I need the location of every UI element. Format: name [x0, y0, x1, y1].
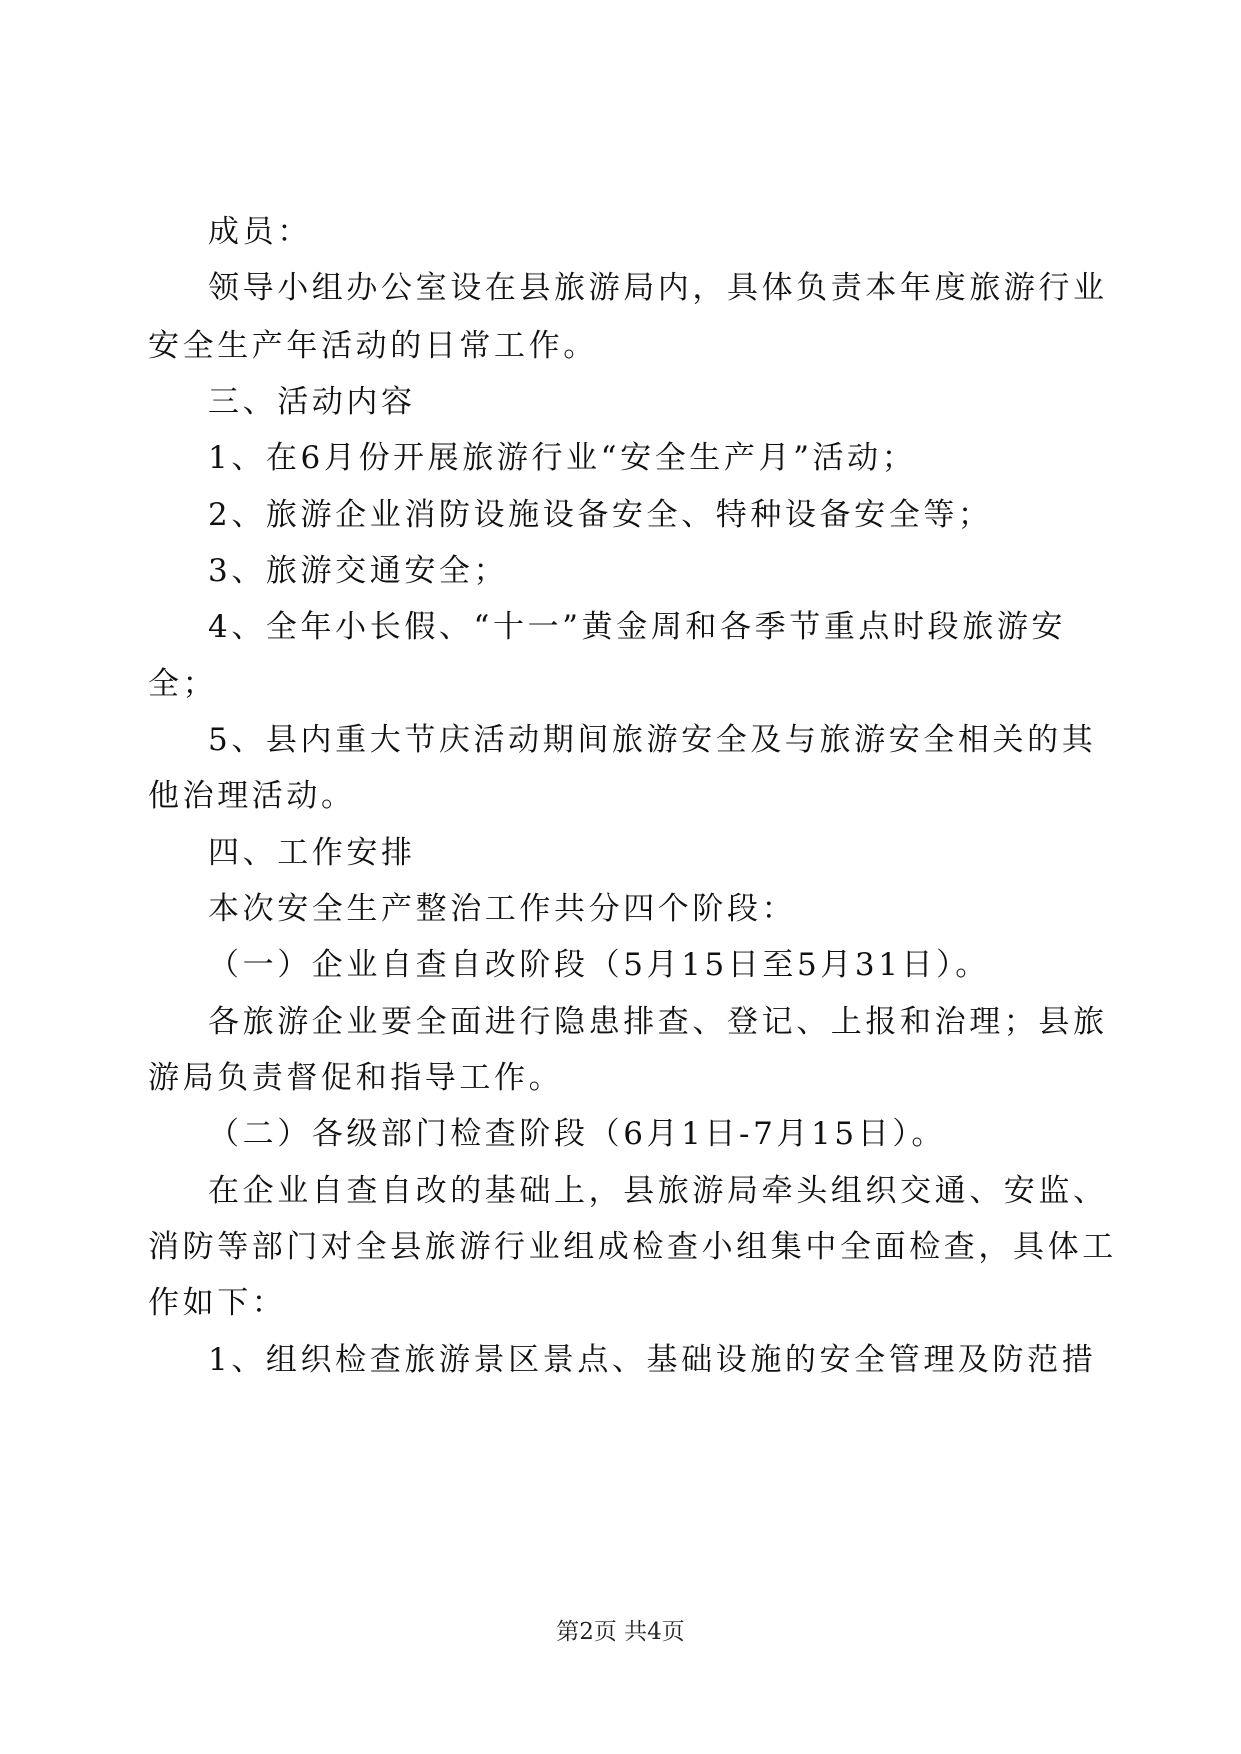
text-line: 安全生产年活动的日常工作。 [148, 328, 598, 364]
list-item: 3、旅游交通安全； [208, 553, 509, 589]
list-item: 4、全年小长假、“十一”黄金周和各季节重点时段旅游安 [208, 609, 1067, 645]
page-footer: 第2页 共4页 [556, 1619, 685, 1645]
subsection-heading: （一）企业自查自改阶段（5月15日至5月31日）。 [208, 947, 990, 983]
list-item-continuation: 他治理活动。 [148, 778, 356, 814]
text-line: 作如下： [148, 1285, 287, 1321]
text-line: 本次安全生产整治工作共分四个阶段： [208, 891, 797, 927]
text-line: 成员： [208, 214, 312, 250]
section-heading: 四、工作安排 [208, 835, 416, 871]
section-heading: 三、活动内容 [208, 384, 416, 420]
subsection-heading: （二）各级部门检查阶段（6月1日-7月15日）。 [208, 1116, 946, 1152]
text-line: 领导小组办公室设在县旅游局内，具体负责本年度旅游行业 [208, 270, 1108, 306]
list-item: 5、县内重大节庆活动期间旅游安全及与旅游安全相关的其 [208, 722, 1097, 758]
text-line: 各旅游企业要全面进行隐患排查、登记、上报和治理；县旅 [208, 1004, 1108, 1040]
text-line: 游局负责督促和指导工作。 [148, 1060, 564, 1096]
text-line: 消防等部门对全县旅游行业组成检查小组集中全面检查，具体工 [148, 1229, 1117, 1265]
list-item: 1、组织检查旅游景区景点、基础设施的安全管理及防范措 [208, 1342, 1097, 1378]
text-line: 在企业自查自改的基础上，县旅游局牵头组织交通、安监、 [208, 1173, 1108, 1209]
list-item: 2、旅游企业消防设施设备安全、特种设备安全等； [208, 497, 993, 533]
list-item: 1、在6月份开展旅游行业“安全生产月”活动； [208, 440, 917, 476]
list-item-continuation: 全； [148, 666, 218, 702]
